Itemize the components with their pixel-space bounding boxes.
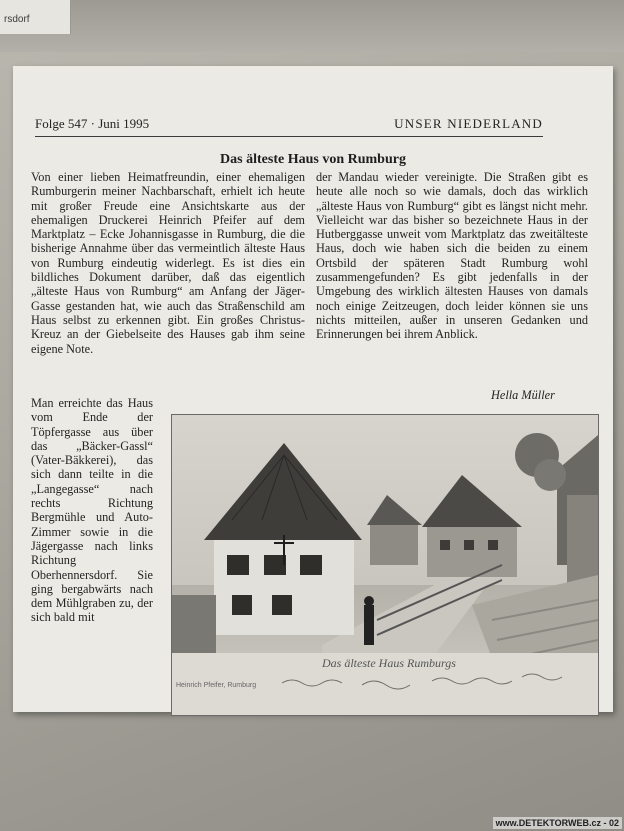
article-column-3: Man erreichte das Haus vom Ende der Töpfergasse aus über das „Bäcker-Gassl“ (Vater-Bäkkerei), das sich dann teilte in die „Langegasse“ nach rechts Richtung Bergmühle und Auto-Zimmer sowie in die Jägergasse nach links Richtung Oberhennersdorf. Sie ging bergabwärts nach dem Mühlgraben zu, der sich bald mit bbox=[31, 396, 153, 625]
article-title: Das älteste Haus von Rumburg bbox=[220, 152, 406, 167]
author-signature: Hella Müller bbox=[491, 388, 555, 402]
publication-name: UNSER NIEDERLAND bbox=[394, 116, 543, 131]
photo-caption: Das älteste Haus Rumburgs bbox=[322, 656, 456, 670]
photo-publisher: Heinrich Pfeifer, Rumburg bbox=[176, 682, 257, 689]
historic-postcard-photo bbox=[171, 414, 599, 716]
page-header bbox=[35, 114, 543, 137]
background-top-strip bbox=[0, 0, 624, 52]
top-clipping-text: rsdorf bbox=[4, 14, 30, 25]
newspaper-clipping bbox=[13, 66, 613, 712]
issue-info: Folge 547 · Juni 1995 bbox=[35, 116, 150, 131]
postcard-illustration bbox=[172, 415, 598, 715]
watermark: www.DETEKTORWEB.cz - 02 bbox=[493, 817, 622, 829]
top-clipping-fragment bbox=[0, 0, 71, 34]
article-column-1: Von einer lieben Heimatfreundin, einer ehemaligen Rumburgerin meiner Nachbarschaft, erhielt ich heute mit großer Freude eine Ansichtskarte aus der ehemaligen Druckerei Heinrich Pfeifer auf dem Marktplatz – Ecke Johannisgasse in Rumburg, die die bisherige Annahme über das vermeintlich älteste Haus von Rumburg eindeutig widerlegt. Es ist dies ein bildliches Dokument darüber, daß das eigentlich „älteste Haus von Rumburg“ am Anfang der Jäger-Gasse gestanden hat, wie auch das Straßenschild am Haus selbst zu erkennen gibt. Ein großes Christus-Kreuz an der Giebelseite des Hauses gab ihm seine eigene Note. bbox=[31, 170, 305, 356]
article-column-2: der Mandau wieder vereinigte. Die Straßen gibt es heute alle noch so wie damals, doch das wirklich „älteste Haus von Rumburg“ gibt es längst nicht mehr. Vielleicht war das bisher so bezeichnete Haus in der Hutberggasse unweit vom Marktplatz das zweitälteste Haus, doch wie haben sich die beiden zu einem Ortsbild der späteren Stadt Rumburg wohl zusammengefunden? Es gibt jedenfalls in der Umgebung des wirklich ältesten Hauses von damals noch einige Zeitzeugen, doch leider können sie uns nichts mitteilen, außer in unseren Gedanken und Erinnerungen bei ihrem Anblick. bbox=[316, 170, 588, 342]
